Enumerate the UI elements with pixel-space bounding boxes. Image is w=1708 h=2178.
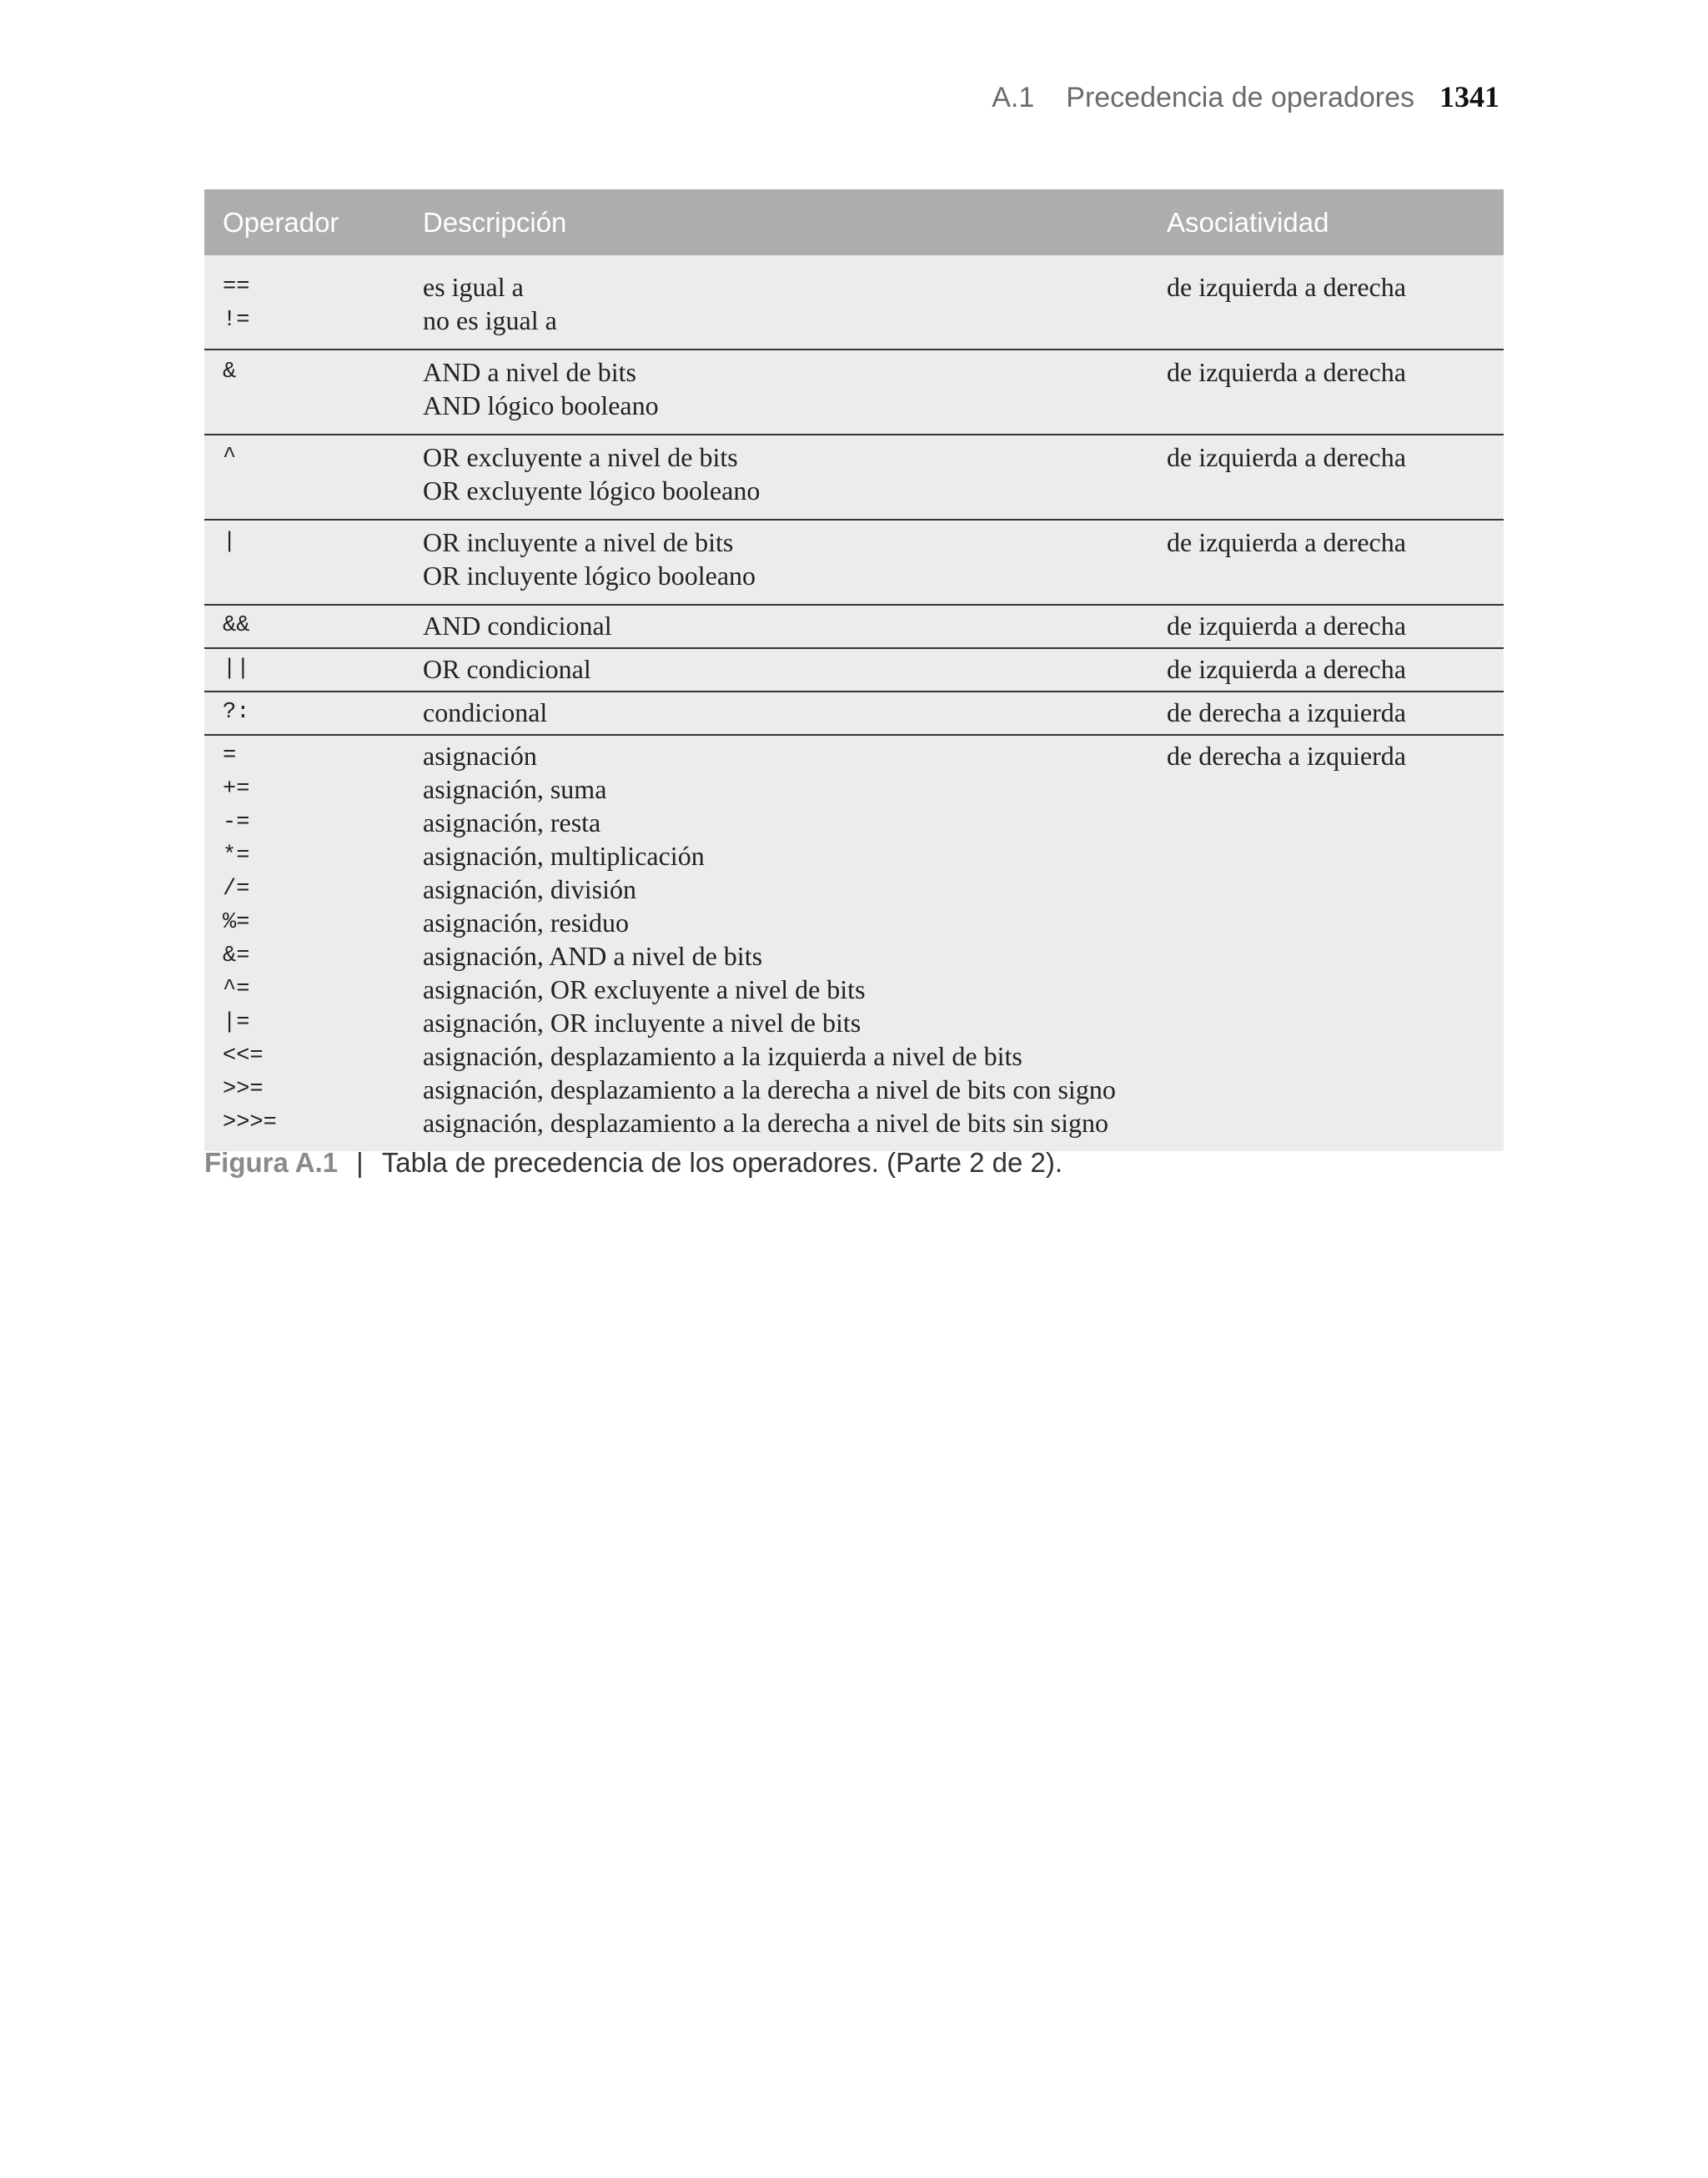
operator-cell — [204, 605, 423, 648]
table-row-ternary — [204, 692, 1504, 735]
associativity-cell: de derecha a izquierda — [1167, 697, 1406, 727]
description: asignación, desplazamiento a la izquierda a nivel de bits — [423, 1041, 1022, 1071]
operator-cell — [204, 692, 423, 735]
figure-caption — [204, 1147, 1062, 1179]
description-cell — [423, 605, 1167, 648]
description: asignación, desplazamiento a la derecha a nivel de bits sin signo — [423, 1108, 1108, 1138]
operator: = — [223, 743, 237, 768]
operator: += — [223, 777, 250, 802]
operator: -= — [223, 810, 250, 835]
section-number: A.1 — [992, 82, 1035, 113]
operator: != — [223, 308, 250, 333]
column-header-associativity: Asociatividad — [1167, 189, 1504, 255]
operator: >>>= — [223, 1110, 277, 1135]
table-row-assignment — [204, 735, 1504, 1151]
operator: *= — [223, 843, 250, 868]
associativity-cell: de izquierda a derecha — [1167, 272, 1406, 302]
description: asignación — [423, 741, 537, 771]
description: OR condicional — [423, 654, 591, 684]
description: asignación, resta — [423, 807, 601, 837]
table-row-bitwise-and — [204, 350, 1504, 435]
precedence-table-container — [204, 189, 1504, 1151]
operator: ^ — [223, 445, 237, 470]
description-cell — [423, 648, 1167, 692]
description-cell — [423, 435, 1167, 520]
operator-cell — [204, 648, 423, 692]
description-cell — [423, 350, 1167, 435]
section-title: Precedencia de operadores — [1066, 82, 1414, 113]
associativity-cell: de izquierda a derecha — [1167, 442, 1406, 472]
operator-cell — [204, 255, 423, 350]
description-cell — [423, 735, 1167, 1151]
operator: >>= — [223, 1077, 264, 1102]
table-row-conditional-or — [204, 648, 1504, 692]
operator: /= — [223, 877, 250, 902]
operator: <<= — [223, 1044, 264, 1069]
operator: %= — [223, 910, 250, 935]
description: OR incluyente a nivel de bits — [423, 527, 734, 557]
description: asignación, desplazamiento a la derecha a nivel de bits con signo — [423, 1074, 1116, 1104]
figure-label: Figura A.1 — [204, 1147, 339, 1178]
operator-cell — [204, 350, 423, 435]
caption-text: Tabla de precedencia de los operadores. (Parte 2 de 2). — [381, 1147, 1063, 1178]
operator: & — [223, 360, 237, 385]
operator-cell — [204, 435, 423, 520]
operator: ^= — [223, 977, 250, 1002]
column-header-operator: Operador — [204, 189, 423, 255]
description: condicional — [423, 697, 548, 727]
operator: ?: — [223, 700, 250, 725]
caption-separator: | — [356, 1147, 364, 1178]
associativity-cell: de derecha a izquierda — [1167, 741, 1406, 771]
table-header-row — [204, 189, 1504, 255]
description: OR excluyente a nivel de bits — [423, 442, 738, 472]
operator: |= — [223, 1010, 250, 1035]
description: es igual a — [423, 272, 524, 302]
column-header-description: Descripción — [423, 189, 1167, 255]
running-head — [992, 79, 1500, 114]
table-row-bitwise-or — [204, 520, 1504, 605]
table-body — [204, 255, 1504, 1151]
operator: == — [223, 274, 250, 299]
operator-precedence-table — [204, 189, 1504, 1151]
description: OR incluyente lógico booleano — [423, 561, 756, 591]
description-cell — [423, 255, 1167, 350]
description: asignación, división — [423, 874, 636, 904]
description: asignación, AND a nivel de bits — [423, 941, 763, 971]
description: OR excluyente lógico booleano — [423, 475, 761, 506]
description: AND a nivel de bits — [423, 357, 636, 387]
description: asignación, residuo — [423, 908, 630, 938]
description: asignación, multiplicación — [423, 841, 705, 871]
description: AND lógico booleano — [423, 390, 659, 420]
operator-cell — [204, 735, 423, 1151]
associativity-cell: de izquierda a derecha — [1167, 527, 1406, 557]
associativity-cell: de izquierda a derecha — [1167, 654, 1406, 684]
operator: | — [223, 530, 237, 555]
operator-cell — [204, 520, 423, 605]
description: AND condicional — [423, 611, 612, 641]
description: asignación, OR excluyente a nivel de bits — [423, 974, 866, 1004]
description: no es igual a — [423, 305, 557, 335]
associativity-cell: de izquierda a derecha — [1167, 611, 1406, 641]
table-row-bitwise-xor — [204, 435, 1504, 520]
operator: || — [223, 656, 250, 682]
operator: && — [223, 613, 250, 638]
table-row-conditional-and — [204, 605, 1504, 648]
description: asignación, suma — [423, 774, 607, 804]
description-cell — [423, 692, 1167, 735]
table-row-equality — [204, 255, 1504, 350]
associativity-cell: de izquierda a derecha — [1167, 357, 1406, 387]
description-cell — [423, 520, 1167, 605]
description: asignación, OR incluyente a nivel de bits — [423, 1008, 862, 1038]
page-number: 1341 — [1439, 80, 1500, 113]
operator: &= — [223, 943, 250, 968]
